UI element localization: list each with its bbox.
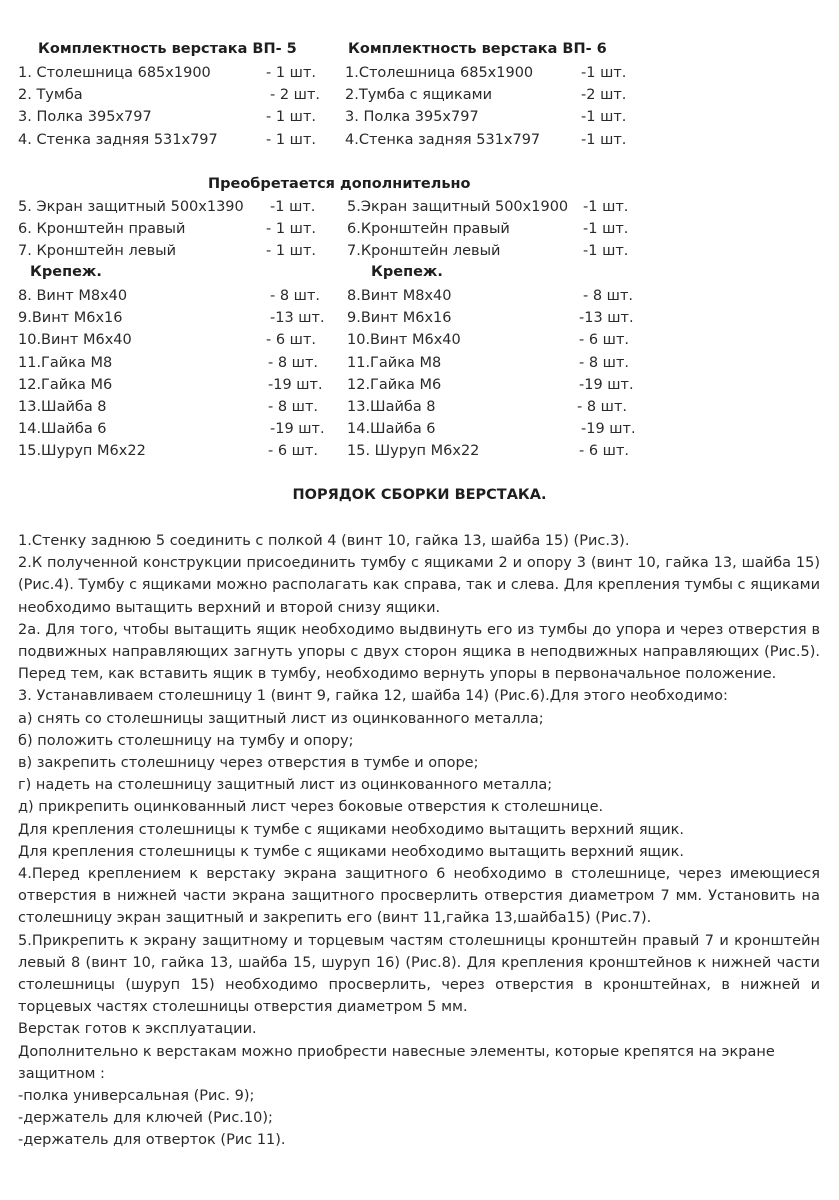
paragraph: д) прикрепить оцинкованный лист через боковые отверстия к столешнице. (18, 799, 604, 816)
assembly-instructions (18, 530, 820, 1152)
item-qty: - 8 шт. (268, 354, 318, 371)
item-name: 13.Шайба 8 (347, 398, 436, 415)
list-item (347, 440, 647, 462)
item-name: 13.Шайба 8 (18, 398, 107, 415)
paragraph: 4.Перед креплением к верстаку экрана защитного 6 необходимо в столешнице, через имеющиеся отверстия в нижней части экрана защитного просверлить отверстия диаметром 7 мм. Установить на столешницу экран защитный и закрепить его (винт 11,гайка 13,шайба15) (Рис.7). (18, 866, 820, 927)
paragraph: Для крепления столешницы к тумбе с ящиками необходимо вытащить верхний ящик. (18, 821, 685, 838)
item-qty: - 2 шт. (270, 87, 320, 104)
paragraph: а) снять со столешницы защитный лист из оцинкованного металла; (18, 710, 544, 727)
item-qty: - 8 шт. (577, 398, 627, 415)
item-qty: -1 шт. (581, 65, 627, 81)
item-qty: - 1 шт. (266, 109, 316, 126)
list-item (347, 352, 647, 374)
item-qty: -1 шт. (583, 243, 629, 260)
item-qty: - 8 шт. (270, 288, 320, 304)
list-item (18, 418, 328, 440)
item-qty: - 1 шт. (266, 221, 316, 238)
list-item (347, 418, 647, 440)
paragraph: Верстак готов к эксплуатации. (18, 1021, 257, 1038)
item-qty: - 8 шт. (583, 288, 633, 304)
item-name: 3. Полка 395х797 (345, 109, 479, 126)
vp5-list (18, 62, 328, 151)
list-item (18, 106, 328, 128)
paragraph: Для крепления столешницы к тумбе с ящиками необходимо вытащить верхний ящик. (18, 843, 685, 860)
item-qty: -13 шт. (579, 310, 634, 327)
item-name: 15. Шуруп М6х22 (347, 443, 480, 460)
list-item (347, 374, 647, 396)
paragraph: 2а. Для того, чтобы вытащить ящик необходимо выдвинуть его из тумбы до упора и через отверстия в подвижных направляющих загнуть упоры с двух сторон ящика в неподвижных направляющих (Рис.5). Перед тем, как вставить ящик в тумбу, необходимо вернуть упоры в первоначальное положение. (18, 621, 820, 683)
extra-header: Преобретается дополнительно (208, 176, 471, 192)
list-item (345, 62, 645, 84)
item-name: 9.Винт М6х16 (347, 310, 452, 327)
paragraph: г) надеть на столешницу защитный лист из оцинкованного металла; (18, 777, 553, 794)
item-qty: - 6 шт. (579, 443, 629, 460)
list-item (18, 374, 328, 396)
item-name: 12.Гайка М6 (18, 376, 113, 393)
item-name: 2.Тумба с ящиками (345, 87, 493, 104)
fasteners-header-right: Крепеж. (371, 264, 443, 280)
list-item (18, 218, 328, 240)
item-qty: - 6 шт. (266, 332, 316, 349)
fasteners-list-left (18, 285, 328, 463)
list-item (18, 84, 328, 106)
list-item (347, 240, 647, 262)
item-name: 12.Гайка М6 (347, 376, 442, 393)
item-name: 3. Полка 395х797 (18, 109, 152, 126)
paragraph: -полка универсальная (Рис. 9); (18, 1088, 255, 1105)
item-qty: -1 шт. (583, 221, 629, 238)
item-name: 6.Кронштейн правый (347, 221, 510, 238)
extra-list-right (347, 196, 647, 263)
paragraph: Дополнительно к верстакам можно приобрести навесные элементы, которые крепятся на экране защитном : (18, 1043, 775, 1082)
item-name: 10.Винт М6х40 (347, 332, 461, 349)
item-qty: - 1 шт. (266, 243, 316, 260)
item-name: 2. Тумба (18, 87, 83, 104)
list-item (18, 196, 328, 218)
paragraph: 5.Прикрепить к экрану защитному и торцевым частям столешницы кронштейн правый 7 и кронштейн левый 8 (винт 10, гайка 13, шайба 15, шуруп 16) (Рис.8). Для крепления кронштейнов к нижней части столешницы (шуруп 15) необходимо просверлить, через отверстия в кронштейнах, в нижней и торцевых частях столешницы отверстия диаметром 5 мм. (18, 932, 820, 1016)
item-name: 7. Кронштейн левый (18, 243, 177, 260)
list-item (18, 62, 328, 84)
item-name: 4.Стенка задняя 531х797 (345, 131, 541, 148)
list-item (18, 329, 328, 351)
item-qty: - 6 шт. (579, 332, 629, 349)
list-item (18, 307, 328, 329)
paragraph: в) закрепить столешницу через отверстия в тумбе и опоре; (18, 755, 479, 772)
list-item (345, 84, 645, 106)
item-name: 11.Гайка М8 (347, 354, 442, 371)
item-name: 4. Стенка задняя 531х797 (18, 131, 218, 148)
item-qty: -19 шт. (581, 421, 636, 438)
item-name: 9.Винт М6х16 (18, 310, 123, 327)
paragraph: -держатель для ключей (Рис.10); (18, 1110, 273, 1127)
item-qty: -2 шт. (581, 87, 627, 104)
list-item (345, 129, 645, 151)
paragraph: б) положить столешницу на тумбу и опору; (18, 732, 354, 749)
fasteners-header-left: Крепеж. (30, 264, 102, 280)
item-name: 11.Гайка М8 (18, 354, 113, 371)
item-qty: - 1 шт. (266, 65, 316, 81)
list-item (347, 218, 647, 240)
paragraph: 3. Устанавливаем столешницу 1 (винт 9, гайка 12, шайба 14) (Рис.6).Для этого необходимо: (18, 688, 728, 705)
item-name: 15.Шуруп М6х22 (18, 443, 146, 460)
item-name: 10.Винт М6х40 (18, 332, 132, 349)
item-qty: -1 шт. (583, 199, 629, 215)
vp6-header: Комплектность верстака ВП- 6 (348, 41, 607, 57)
paragraph: 2.К полученной конструкции присоединить тумбу с ящиками 2 и опору 3 (винт 10, гайка 13, шайба 15) (Рис.4). Тумбу с ящиками можно располагать как справа, так и слева. Для крепления тумбы с ящиками необходимо вытащить верхний и второй снизу ящики. (18, 555, 820, 616)
item-name: 1.Столешница 685х1900 (345, 65, 534, 81)
assembly-title: ПОРЯДОК СБОРКИ ВЕРСТАКА. (292, 487, 547, 503)
item-qty: -19 шт. (270, 421, 325, 438)
extra-list-left (18, 196, 328, 263)
list-item (18, 240, 328, 262)
vp5-header: Комплектность верстака ВП- 5 (38, 41, 297, 57)
item-qty: -1 шт. (581, 131, 627, 148)
item-name: 8.Винт М8х40 (347, 288, 452, 304)
item-name: 14.Шайба 6 (347, 421, 436, 438)
paragraph: -держатель для отверток (Рис 11). (18, 1132, 286, 1149)
paragraph: 1.Стенку заднюю 5 соединить с полкой 4 (винт 10, гайка 13, шайба 15) (Рис.3). (18, 533, 630, 549)
list-item (345, 106, 645, 128)
item-qty: -19 шт. (268, 376, 323, 393)
vp6-list (345, 62, 645, 151)
list-item (18, 285, 328, 307)
item-qty: -13 шт. (270, 310, 325, 327)
item-name: 7.Кронштейн левый (347, 243, 501, 260)
item-qty: - 8 шт. (268, 398, 318, 415)
item-qty: -19 шт. (579, 376, 634, 393)
item-qty: -1 шт. (581, 109, 627, 126)
list-item (347, 196, 647, 218)
list-item (347, 396, 647, 418)
list-item (347, 285, 647, 307)
list-item (18, 440, 328, 462)
item-qty: -1 шт. (270, 199, 316, 215)
item-qty: - 1 шт. (266, 131, 316, 148)
item-name: 5. Экран защитный 500х1390 (18, 199, 244, 215)
fasteners-list-right (347, 285, 647, 463)
item-qty: - 6 шт. (268, 443, 318, 460)
item-name: 8. Винт М8х40 (18, 288, 128, 304)
list-item (347, 307, 647, 329)
list-item (18, 129, 328, 151)
item-name: 5.Экран защитный 500х1900 (347, 199, 569, 215)
item-qty: - 8 шт. (579, 354, 629, 371)
list-item (18, 352, 328, 374)
item-name: 14.Шайба 6 (18, 421, 107, 438)
item-name: 6. Кронштейн правый (18, 221, 186, 238)
list-item (18, 396, 328, 418)
list-item (347, 329, 647, 351)
item-name: 1. Столешница 685х1900 (18, 65, 211, 81)
